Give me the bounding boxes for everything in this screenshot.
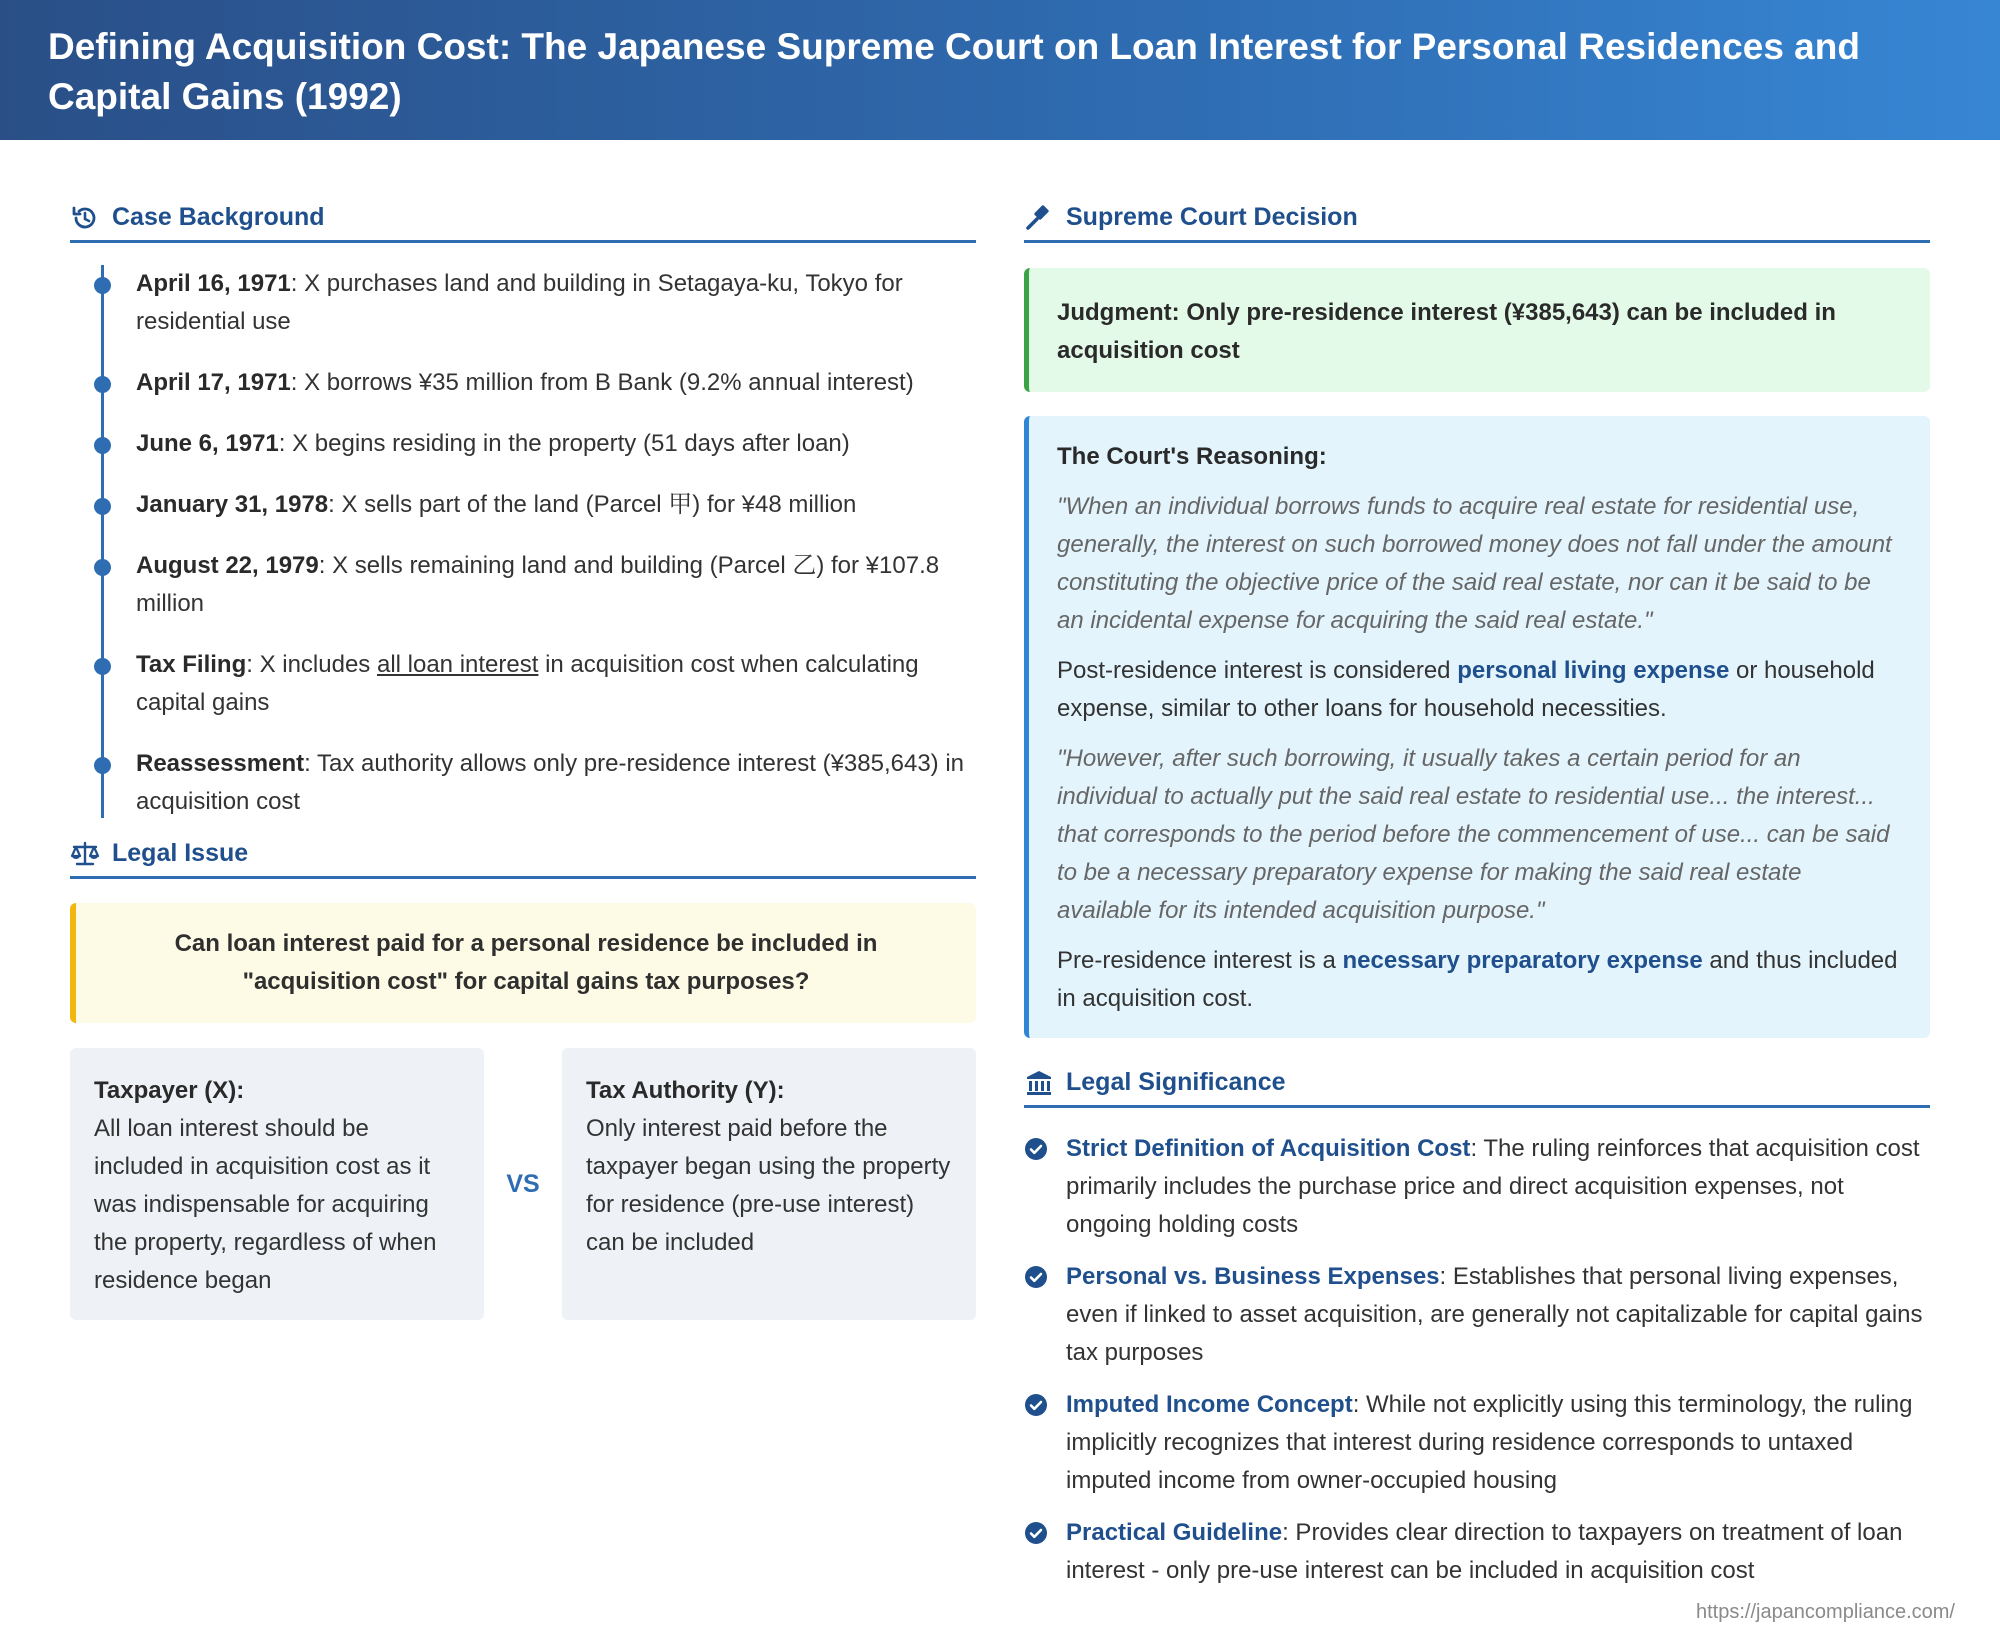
left-column (70, 195, 976, 1320)
timeline-item (136, 646, 976, 722)
event-text: : X purchases land and building in Setagaya-ku, Tokyo for residential use (136, 270, 903, 335)
authority-text: Only interest paid before the taxpayer began using the property for residence (pre-use interest) can be included (586, 1115, 951, 1256)
event-date: January 31, 1978 (136, 491, 329, 518)
scale-icon (70, 839, 100, 869)
taxpayer-position (70, 1048, 484, 1320)
event-date: April 16, 1971 (136, 270, 291, 297)
point-text: and thus included in acquisition cost. (1057, 947, 1898, 1012)
reasoning-title: The Court's Reasoning: (1057, 443, 1327, 470)
event-text: in acquisition cost when calculating capital gains (136, 651, 919, 716)
event-text: : Tax authority allows only pre-residence interest (¥385,643) in acquisition cost (136, 750, 965, 815)
event-date: Tax Filing (136, 651, 247, 678)
timeline-dot (94, 376, 111, 393)
reasoning-point (1057, 942, 1902, 1018)
significance-header (1024, 1060, 1930, 1108)
timeline-item (136, 364, 976, 402)
point-text: Post-residence interest is considered (1057, 657, 1458, 684)
timeline-item (136, 265, 976, 341)
authority-title: Tax Authority (Y): (586, 1077, 785, 1104)
positions-comparison (70, 1048, 976, 1320)
list-item (1024, 1386, 1930, 1500)
item-text: : While not explicitly using this terminology, the ruling implicitly recognizes that interest during residence corresponds to untaxed imputed income from owner-occupied housing (1066, 1391, 1913, 1494)
timeline-item (136, 425, 976, 463)
legal-issue-header (70, 831, 976, 879)
event-date: June 6, 1971 (136, 430, 279, 457)
point-highlight: necessary preparatory expense (1342, 947, 1703, 974)
event-text: : X sells part of the land (Parcel 甲) for ¥48 million (328, 491, 857, 518)
event-date: April 17, 1971 (136, 369, 291, 396)
check-circle-icon (1024, 1265, 1048, 1289)
event-text: : X borrows ¥35 million from B Bank (9.2% annual interest) (290, 369, 914, 396)
check-circle-icon (1024, 1521, 1048, 1545)
list-item (1024, 1514, 1930, 1590)
item-title: Imputed Income Concept (1066, 1391, 1353, 1418)
taxpayer-text: All loan interest should be included in acquisition cost as it was indispensable for acquiring the property, regardless of when residence began (94, 1115, 437, 1294)
item-title: Strict Definition of Acquisition Cost (1066, 1135, 1471, 1162)
court-quote: "However, after such borrowing, it usually takes a certain period for an individual to actually put the said real estate to residential use... the interest... that corresponds to the period before the commencement of use... can be said to be a necessary preparatory expense for making the said real estate available for its intended acquisition purpose." (1057, 745, 1890, 924)
list-item (1024, 1258, 1930, 1372)
timeline-dot (94, 437, 111, 454)
check-circle-icon (1024, 1393, 1048, 1417)
timeline-item (136, 486, 976, 524)
check-circle-icon (1024, 1137, 1048, 1161)
timeline (70, 265, 976, 831)
event-date: Reassessment (136, 750, 305, 777)
timeline-line (101, 265, 104, 818)
legal-issue-title: Legal Issue (112, 839, 249, 867)
timeline-item (136, 745, 976, 821)
timeline-dot (94, 757, 111, 774)
event-date: August 22, 1979 (136, 552, 319, 579)
legal-issue-question: Can loan interest paid for a personal residence be included in "acquisition cost" for capital gains tax purposes? (70, 903, 976, 1023)
event-text: : X sells remaining land and building (Parcel 乙) for ¥107.8 million (136, 552, 940, 617)
significance-title: Legal Significance (1066, 1068, 1286, 1096)
timeline-item (136, 547, 976, 623)
reasoning-point (1057, 652, 1902, 728)
point-highlight: personal living expense (1457, 657, 1730, 684)
point-text: or household expense, similar to other loans for household necessities. (1057, 657, 1875, 722)
decision-title: Supreme Court Decision (1066, 203, 1358, 231)
timeline-dot (94, 498, 111, 515)
footer-url[interactable]: https://japancompliance.com/ (1695, 1601, 1955, 1623)
event-underline: all loan interest (376, 651, 539, 678)
timeline-dot (94, 658, 111, 675)
history-icon (70, 203, 100, 233)
item-text: : Provides clear direction to taxpayers on treatment of loan interest - only pre-use interest can be included in acquisition cost (1066, 1519, 1903, 1584)
item-text: : Establishes that personal living expenses, even if linked to asset acquisition, are generally not capitalizable for capital gains tax purposes (1066, 1263, 1923, 1366)
event-text: : X includes (246, 651, 377, 678)
reasoning-box (1024, 416, 1930, 1038)
list-item (1024, 1130, 1930, 1244)
landmark-icon (1024, 1068, 1054, 1098)
vs-label: VS (506, 1169, 540, 1198)
right-column (1024, 195, 1930, 1604)
court-quote: "When an individual borrows funds to acquire real estate for residential use, generally, the interest on such borrowed money does not fall under the amount constituting the objective price of the said real estate, nor can it be said to be an incidental expense for acquiring the said real estate." (1057, 493, 1892, 634)
authority-position (562, 1048, 976, 1320)
significance-list (1024, 1130, 1930, 1590)
timeline-dot (94, 559, 111, 576)
judgment-box: Judgment: Only pre-residence interest (¥385,643) can be included in acquisition cost (1024, 268, 1930, 392)
item-text: : The ruling reinforces that acquisition cost primarily includes the purchase price and direct acquisition expenses, not ongoing holding costs (1066, 1135, 1920, 1238)
timeline-dot (94, 277, 111, 294)
decision-header (1024, 195, 1930, 243)
case-background-title: Case Background (112, 203, 325, 231)
point-text: Pre-residence interest is a (1057, 947, 1343, 974)
item-title: Practical Guideline (1066, 1519, 1283, 1546)
page-header (0, 0, 2000, 140)
event-text: : X begins residing in the property (51 days after loan) (278, 430, 850, 457)
page-title: Defining Acquisition Cost: The Japanese Supreme Court on Loan Interest for Personal Residences and Capital Gains (1992) (48, 26, 1860, 117)
item-title: Personal vs. Business Expenses (1066, 1263, 1440, 1290)
taxpayer-title: Taxpayer (X): (94, 1077, 245, 1104)
case-background-header (70, 195, 976, 243)
gavel-icon (1024, 203, 1054, 233)
